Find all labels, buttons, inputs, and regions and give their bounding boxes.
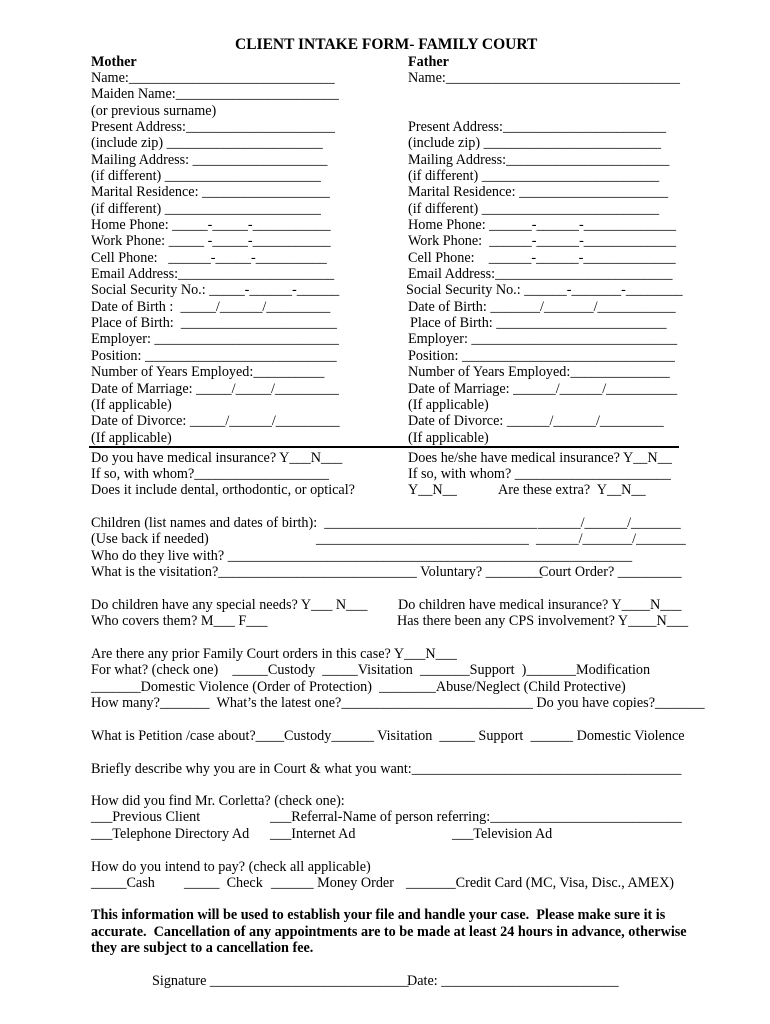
referral-question: How did you find Mr. Corletta? (check one): — [91, 793, 345, 809]
child-dob-field-1[interactable]: ______/______/_______ — [538, 515, 681, 531]
prior-orders-type[interactable]: For what? (check one) _____Custody _____Visitation _______Support )_______Modification — [91, 662, 651, 678]
notice-line-3: they are subject to a cancellation fee. — [91, 940, 314, 956]
mother-mailing-address-field[interactable]: Mailing Address: ___________________ — [91, 152, 328, 168]
mother-position-field[interactable]: Position: ___________________________ — [91, 348, 337, 364]
mother-name-field[interactable]: Name:_____________________________ — [91, 70, 335, 86]
court-reason-field[interactable]: Briefly describe why you are in Court & what you want:______________________________________ — [91, 761, 682, 777]
mother-work-phone-field[interactable]: Work Phone: _____ -_____-___________ — [91, 233, 331, 249]
covers-them-question[interactable]: Who covers them? M___ F___ — [91, 613, 268, 629]
prior-orders-question[interactable]: Are there any prior Family Court orders in this case? Y___N___ — [91, 646, 457, 662]
father-marital-different-field[interactable]: (if different) _________________________ — [408, 201, 660, 217]
father-name-field[interactable]: Name:_________________________________ — [408, 70, 680, 86]
cash-option[interactable]: _____Cash — [91, 875, 155, 891]
previous-client-option[interactable]: ___Previous Client — [91, 809, 201, 825]
section-divider — [89, 446, 679, 448]
mother-divorce-date-field[interactable]: Date of Divorce: _____/______/_________ — [91, 413, 340, 429]
check-option[interactable]: _____ Check — [184, 875, 263, 891]
father-birthplace-field[interactable]: Place of Birth: ________________________ — [410, 315, 667, 331]
money-order-option[interactable]: ______ Money Order — [271, 875, 394, 891]
dental-yes-no[interactable]: Y__N__ — [408, 482, 457, 498]
father-marital-residence-field[interactable]: Marital Residence: _____________________ — [408, 184, 669, 200]
mother-maiden-name-field[interactable]: Maiden Name:_______________________ — [91, 86, 339, 102]
notice-line-1: This information will be used to establish your file and handle your case. Please make sure it is — [91, 907, 666, 923]
mother-years-employed-field[interactable]: Number of Years Employed:__________ — [91, 364, 325, 380]
father-home-phone-field[interactable]: Home Phone: ______-______-_____________ — [408, 217, 676, 233]
father-employer-field[interactable]: Employer: _____________________________ — [408, 331, 678, 347]
father-cell-phone-field[interactable]: Cell Phone: ______-______-_____________ — [408, 250, 676, 266]
father-dob-field[interactable]: Date of Birth: _______/_______/___________ — [408, 299, 676, 315]
father-zip-field[interactable]: (include zip) _________________________ — [408, 135, 661, 151]
prior-orders-type-2[interactable]: _______Domestic Violence (Order of Protection) ________Abuse/Neglect (Child Protective) — [91, 679, 626, 695]
visitation-field[interactable]: What is the visitation?____________________________ Voluntary? ________ — [91, 564, 543, 580]
credit-card-option[interactable]: _______Credit Card (MC, Visa, Disc., AMEX) — [406, 875, 675, 891]
child-name-field-2[interactable]: ______________________________ — [316, 531, 529, 547]
father-marriage-note: (If applicable) — [408, 397, 489, 413]
notice-accurate: accurate — [91, 924, 143, 940]
father-email-field[interactable]: Email Address:_________________________ — [408, 266, 673, 282]
mother-marriage-note: (If applicable) — [91, 397, 172, 413]
mother-marital-residence-field[interactable]: Marital Residence: __________________ — [91, 184, 330, 200]
father-present-address-field[interactable]: Present Address:_______________________ — [408, 119, 667, 135]
mother-insurer-field[interactable]: If so, with whom?___________________ — [91, 466, 330, 482]
mother-email-field[interactable]: Email Address:______________________ — [91, 266, 335, 282]
mother-marital-different-field[interactable]: (if different) ______________________ — [91, 201, 321, 217]
mother-header: Mother — [91, 54, 137, 70]
mother-present-address-field[interactable]: Present Address:_____________________ — [91, 119, 335, 135]
father-divorce-date-field[interactable]: Date of Divorce: ______/______/_________ — [408, 413, 664, 429]
father-mailing-different-field[interactable]: (if different) _________________________ — [408, 168, 660, 184]
father-mailing-address-field[interactable]: Mailing Address:_______________________ — [408, 152, 670, 168]
television-ad-option[interactable]: ___Television Ad — [452, 826, 553, 842]
mother-home-phone-field[interactable]: Home Phone: _____-_____-___________ — [91, 217, 331, 233]
extra-coverage-question[interactable]: Are these extra? Y__N__ — [498, 482, 646, 498]
father-work-phone-field[interactable]: Work Phone: ______-______-_____________ — [408, 233, 677, 249]
court-order-field[interactable]: Court Order? _________ — [539, 564, 682, 580]
special-needs-question[interactable]: Do children have any special needs? Y___ N___ — [91, 597, 368, 613]
mother-employer-field[interactable]: Employer: __________________________ — [91, 331, 339, 347]
father-insurer-field[interactable]: If so, with whom? ______________________ — [408, 466, 671, 482]
mother-divorce-note: (If applicable) — [91, 430, 172, 446]
date-field[interactable]: Date: _________________________ — [407, 973, 619, 989]
signature-field[interactable]: Signature ____________________________ — [152, 973, 409, 989]
father-position-field[interactable]: Position: ______________________________ — [408, 348, 675, 364]
live-with-field[interactable]: Who do they live with? _________________________________________________________ — [91, 548, 633, 564]
payment-question: How do you intend to pay? (check all applicable) — [91, 859, 371, 875]
notice-line-2 — [91, 924, 687, 940]
petition-type-field[interactable]: What is Petition /case about?____Custody______ Visitation _____ Support ______ Domestic Violence — [91, 728, 685, 744]
mother-zip-field[interactable]: (include zip) ______________________ — [91, 135, 323, 151]
referral-name-field[interactable]: ___Referral-Name of person referring:___________________________ — [270, 809, 682, 825]
father-ssn-field[interactable]: Social Security No.: ______-_______-________ — [406, 282, 683, 298]
how-many-field[interactable]: How many?_______ What’s the latest one?___________________________ Do you have copies?_______ — [91, 695, 705, 711]
notice-cancellation: . Cancellation of any appointments are to be made at least 24 hours in advance, otherwise — [143, 924, 687, 940]
use-back-note: (Use back if needed) — [91, 531, 209, 547]
cps-involvement-question[interactable]: Has there been any CPS involvement? Y____N___ — [397, 613, 689, 629]
father-years-employed-field[interactable]: Number of Years Employed:______________ — [408, 364, 670, 380]
father-header: Father — [408, 54, 449, 70]
mother-dob-field[interactable]: Date of Birth : _____/______/_________ — [91, 299, 331, 315]
children-medical-insurance-question[interactable]: Do children have medical insurance? Y____N___ — [398, 597, 682, 613]
father-marriage-date-field[interactable]: Date of Marriage: ______/______/__________ — [408, 381, 678, 397]
child-dob-field-2[interactable]: ______/_______/_______ — [536, 531, 686, 547]
father-medical-insurance-question[interactable]: Does he/she have medical insurance? Y__N__ — [408, 450, 672, 466]
mother-mailing-different-field[interactable]: (if different) ______________________ — [91, 168, 321, 184]
mother-birthplace-field[interactable]: Place of Birth: ______________________ — [91, 315, 337, 331]
dental-question: Does it include dental, orthodontic, or optical? — [91, 482, 355, 498]
mother-marriage-date-field[interactable]: Date of Marriage: _____/_____/_________ — [91, 381, 339, 397]
mother-medical-insurance-question[interactable]: Do you have medical insurance? Y___N___ — [91, 450, 343, 466]
mother-maiden-note: (or previous surname) — [91, 103, 217, 119]
internet-ad-option[interactable]: ___Internet Ad — [270, 826, 356, 842]
form-title: CLIENT INTAKE FORM- FAMILY COURT — [235, 36, 538, 53]
father-divorce-note: (If applicable) — [408, 430, 489, 446]
mother-ssn-field[interactable]: Social Security No.: _____-______-______ — [91, 282, 340, 298]
directory-ad-option[interactable]: ___Telephone Directory Ad — [91, 826, 250, 842]
children-list-field[interactable]: Children (list names and dates of birth): ______________________________ — [91, 515, 538, 531]
mother-cell-phone-field[interactable]: Cell Phone: ______-_____-__________ — [91, 250, 327, 266]
